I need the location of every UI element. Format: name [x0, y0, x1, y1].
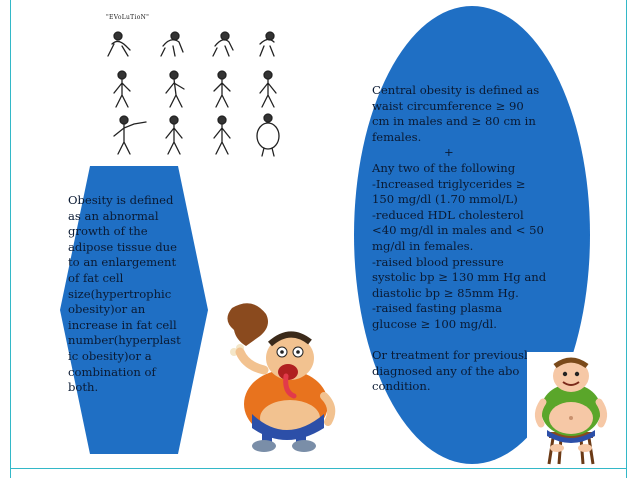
oval-line: cm in males and ≥ 80 cm in: [372, 114, 536, 129]
hexagon-line: obesity)or an: [68, 302, 146, 317]
central-obesity-criteria-text: [372, 83, 582, 395]
oval-line: diastolic bp ≥ 85mm Hg.: [372, 285, 519, 300]
hexagon-line: as an abnormal: [68, 208, 159, 223]
hexagon-line: size(hypertrophic: [68, 286, 172, 301]
oval-line: condition.: [372, 379, 431, 394]
boy-eating-drumstick-illustration: [206, 296, 338, 456]
oval-line: mg/dl in females.: [372, 238, 474, 253]
hexagon-line: growth of the: [68, 224, 148, 239]
oval-line: -raised blood pressure: [372, 254, 504, 269]
slide-border-right: [626, 0, 627, 478]
slide-border-bottom: [10, 468, 627, 469]
oval-line: -reduced HDL cholesterol: [372, 207, 524, 222]
oval-line: -Increased triglycerides ≥: [372, 176, 526, 191]
oval-line: glucose ≥ 100 mg/dl.: [372, 316, 497, 331]
plus-sign: +: [444, 145, 454, 160]
oval-line: waist circumference ≥ 90: [372, 98, 524, 113]
hexagon-line: increase in fat cell: [68, 317, 177, 332]
evolution-illustration: [96, 14, 292, 164]
hexagon-line: both.: [68, 380, 99, 395]
oval-line: 150 mg/dl (1.70 mmol/L): [372, 192, 518, 207]
hexagon-line: of fat cell: [68, 270, 124, 285]
oval-line: systolic bp ≥ 130 mm Hg and: [372, 270, 547, 285]
oval-line: Or treatment for previously: [372, 348, 535, 363]
evolution-title: "EVoLuTioN": [106, 14, 150, 21]
oval-line-gap: [372, 333, 582, 349]
oval-line: Central obesity is defined as: [372, 83, 540, 97]
hexagon-line: Obesity is defined: [68, 193, 174, 207]
hexagon-line: to an enlargement: [68, 255, 177, 270]
obesity-definition-text: [68, 193, 200, 396]
oval-line: diagnosed any of the abo: [372, 363, 520, 378]
hexagon-line: number(hyperplast: [68, 333, 181, 348]
hexagon-line: adipose tissue due: [68, 239, 177, 254]
hexagon-line: combination of: [68, 364, 156, 379]
oval-line: -raised fasting plasma: [372, 301, 502, 316]
slide-border-left: [10, 0, 11, 478]
oval-line: <40 mg/dl in males and < 50: [372, 223, 544, 238]
fat-man-on-stool-illustration: [527, 352, 617, 466]
oval-line: females.: [372, 129, 422, 144]
oval-line: Any two of the following: [372, 160, 516, 175]
hexagon-line: ic obesity)or a: [68, 348, 152, 363]
